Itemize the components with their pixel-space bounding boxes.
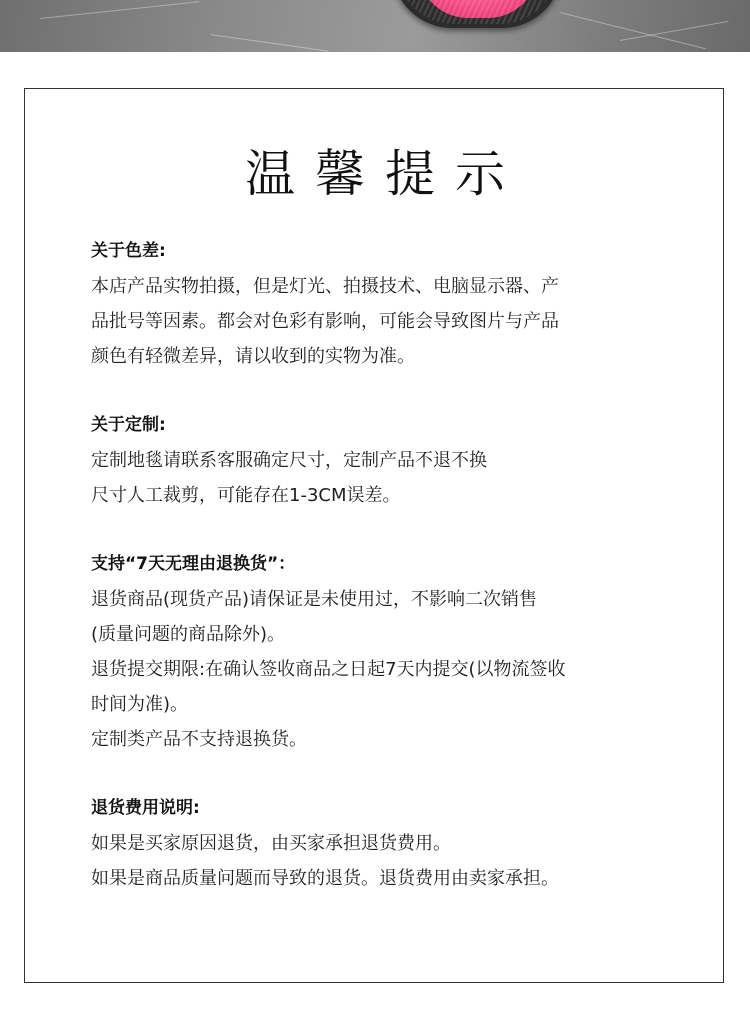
section-heading: 支持“7天无理由退换货”： bbox=[91, 554, 296, 574]
section-line: (质量问题的商品除外)。 bbox=[91, 624, 286, 645]
marble-vein bbox=[210, 34, 329, 52]
section-return-fees bbox=[91, 790, 691, 896]
section-heading: 关于色差: bbox=[91, 241, 166, 261]
section-line: 如果是商品质量问题而导致的退货。退货费用由卖家承担。 bbox=[91, 868, 559, 889]
notice-title: 温馨提示 bbox=[245, 145, 525, 203]
section-line: 如果是买家原因退货，由买家承担退货费用。 bbox=[91, 833, 451, 854]
section-line: 尺寸人工裁剪，可能存在1-3CM误差。 bbox=[91, 485, 401, 506]
section-line: 颜色有轻微差异，请以收到的实物为准。 bbox=[91, 346, 415, 367]
section-heading: 关于定制: bbox=[91, 415, 166, 435]
section-line: 退货商品(现货产品)请保证是未使用过，不影响二次销售 bbox=[91, 589, 538, 610]
marble-vein bbox=[560, 12, 706, 49]
section-line: 本店产品实物拍摄，但是灯光、拍摄技术、电脑显示器、产 bbox=[91, 276, 559, 297]
section-heading: 退货费用说明: bbox=[91, 798, 200, 818]
product-photo-strip bbox=[0, 0, 750, 52]
section-line: 品批号等因素。都会对色彩有影响，可能会导致图片与产品 bbox=[91, 311, 559, 332]
section-line: 退货提交期限:在确认签收商品之日起7天内提交(以物流签收 bbox=[91, 659, 566, 680]
section-customization bbox=[91, 407, 691, 513]
marble-vein bbox=[40, 1, 199, 19]
notice-content bbox=[91, 233, 691, 929]
section-line: 定制类产品不支持退换货。 bbox=[91, 729, 307, 750]
section-line: 时间为准)。 bbox=[91, 694, 189, 715]
section-color-difference bbox=[91, 233, 691, 374]
section-line: 定制地毯请联系客服确定尺寸，定制产品不退不换 bbox=[91, 450, 487, 471]
section-return-policy bbox=[91, 546, 691, 757]
